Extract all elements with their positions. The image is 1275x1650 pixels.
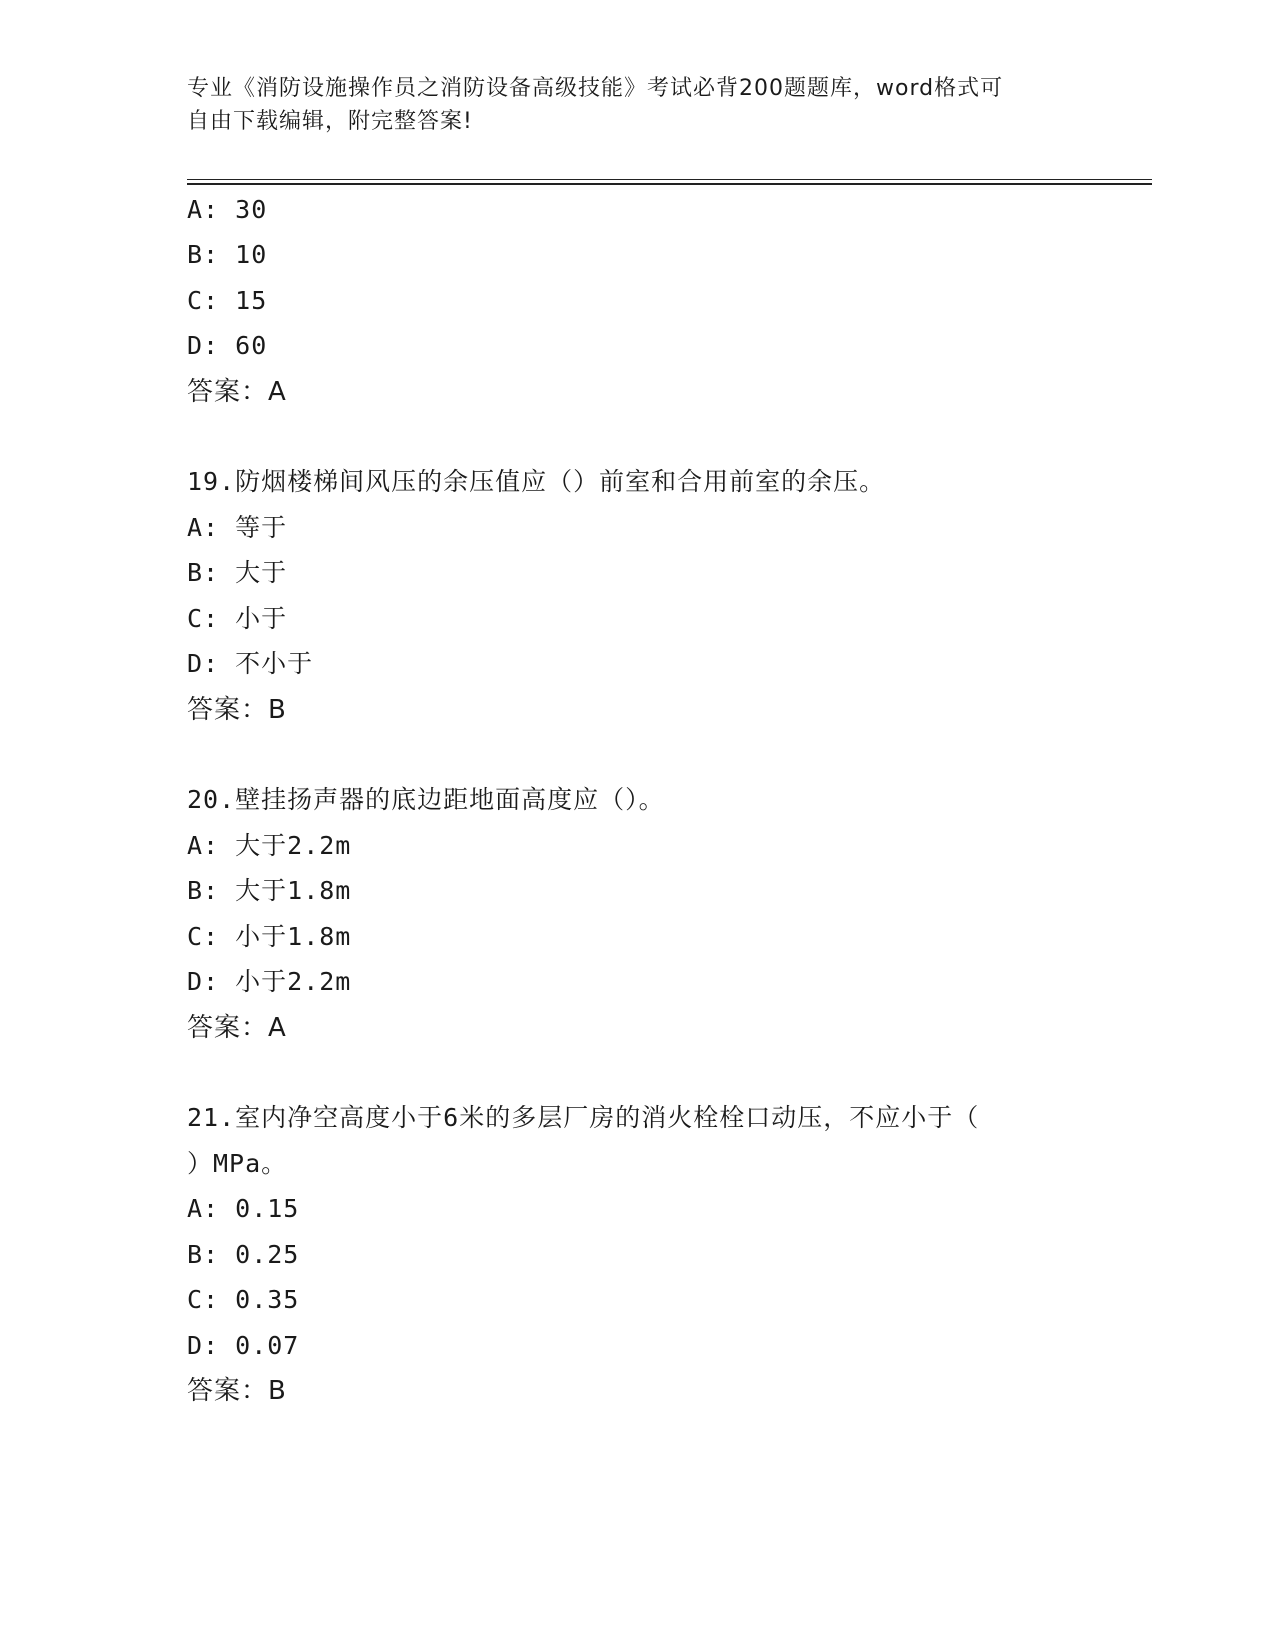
- q19-option-d: D: 不小于: [187, 649, 314, 678]
- q18-option-a: A: 30: [187, 195, 268, 224]
- header-divider-thin: [187, 179, 1152, 180]
- q18-option-b: B: 10: [187, 240, 268, 269]
- q21-question-line-1: 21.室内净空高度小于6米的多层厂房的消火栓栓口动压，不应小于（: [187, 1103, 980, 1132]
- q18-answer: 答案：A: [187, 377, 287, 407]
- document-header: [187, 72, 1067, 138]
- q19-option-a: A: 等于: [187, 513, 288, 542]
- q20-question: 20.壁挂扬声器的底边距地面高度应（）。: [187, 785, 665, 814]
- q18-option-c: C: 15: [187, 286, 268, 315]
- q18-option-d: D: 60: [187, 331, 268, 360]
- q19-option-b: B: 大于: [187, 558, 288, 587]
- q20-option-a: A: 大于2.2m: [187, 831, 352, 860]
- q20-answer: 答案：A: [187, 1013, 287, 1043]
- q21-option-c: C: 0.35: [187, 1285, 300, 1314]
- q21-question-line-2: ）MPa。: [187, 1149, 288, 1178]
- q21-option-a: A: 0.15: [187, 1194, 300, 1223]
- header-line-2: 自由下载编辑，附完整答案!: [187, 109, 473, 134]
- q19-question: 19.防烟楼梯间风压的余压值应（）前室和合用前室的余压。: [187, 467, 886, 496]
- header-line-1: 专业《消防设施操作员之消防设备高级技能》考试必背200题题库，word格式可: [187, 76, 1004, 101]
- q20-option-c: C: 小于1.8m: [187, 922, 352, 951]
- q21-option-b: B: 0.25: [187, 1240, 300, 1269]
- q20-option-d: D: 小于2.2m: [187, 967, 352, 996]
- q19-option-c: C: 小于: [187, 604, 288, 633]
- q20-option-b: B: 大于1.8m: [187, 876, 352, 905]
- header-divider-thick: [187, 183, 1152, 185]
- q21-answer: 答案：B: [187, 1376, 287, 1406]
- q19-answer: 答案：B: [187, 695, 287, 725]
- q21-option-d: D: 0.07: [187, 1331, 300, 1360]
